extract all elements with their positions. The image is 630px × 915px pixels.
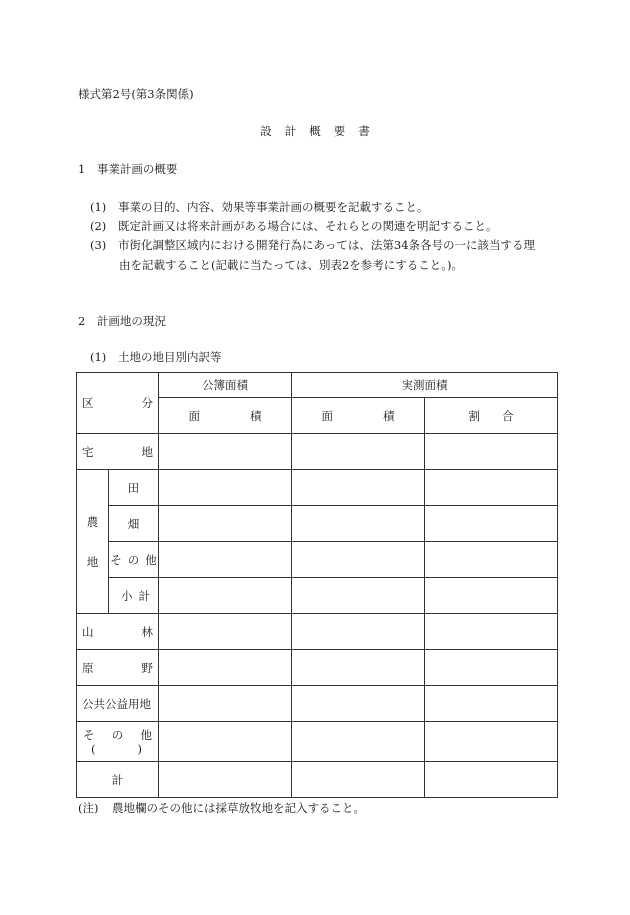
row-label-char: 山 xyxy=(82,624,94,639)
subheader-survey-area xyxy=(292,398,425,434)
row-label-char: の xyxy=(127,552,140,567)
section1-heading: 1 事業計画の概要 xyxy=(78,162,178,176)
row-label-subtotal xyxy=(109,578,159,614)
row-label-char: 他 xyxy=(140,727,152,742)
footnote xyxy=(78,800,365,816)
header-category xyxy=(77,373,159,434)
cell-survey[interactable] xyxy=(292,434,425,470)
cell-registry[interactable] xyxy=(159,762,292,798)
cell-survey[interactable] xyxy=(292,686,425,722)
cell-survey[interactable] xyxy=(292,614,425,650)
cell-registry[interactable] xyxy=(159,686,292,722)
table-row-farm-field xyxy=(77,506,558,542)
row-label-char: 原 xyxy=(82,660,94,675)
row-label-residential xyxy=(77,434,159,470)
cell-registry[interactable] xyxy=(159,614,292,650)
form-label: 様式第2号(第3条関係) xyxy=(78,87,194,101)
row-label-wildfield xyxy=(77,650,159,686)
row-label-char: 林 xyxy=(141,624,153,639)
cell-survey[interactable] xyxy=(292,506,425,542)
row-label-paddy xyxy=(109,470,159,506)
row-label-total: 計 xyxy=(77,762,159,798)
row-label-char: そ xyxy=(110,552,122,567)
document-title: 設計概要書 xyxy=(260,124,383,138)
cell-survey[interactable] xyxy=(292,762,425,798)
cell-ratio[interactable] xyxy=(425,614,558,650)
row-label-farm-other xyxy=(109,542,159,578)
subheader-char: 面 xyxy=(321,408,333,423)
row-label-char: 宅 xyxy=(82,444,94,459)
cell-ratio[interactable] xyxy=(425,506,558,542)
subheader-char: 積 xyxy=(250,408,262,423)
paren-open: ( xyxy=(91,741,96,756)
note-1-number: (1) xyxy=(90,200,107,214)
note-3-text: 市街化調整区域内における開発行為にあっては、法第34条各号の一に該当する理 xyxy=(118,238,536,252)
row-label-char: 地 xyxy=(141,444,153,459)
cell-ratio[interactable] xyxy=(425,686,558,722)
row-label-char: そ xyxy=(83,727,95,742)
cell-registry[interactable] xyxy=(159,506,292,542)
table-row-other xyxy=(77,722,558,762)
farmland-char: 農 xyxy=(86,514,99,529)
table-row-farm-paddy xyxy=(77,470,558,506)
cell-registry[interactable] xyxy=(159,650,292,686)
note-3 xyxy=(90,237,535,253)
table-row-wildfield xyxy=(77,650,558,686)
note-2 xyxy=(90,218,498,234)
farmland-char: 地 xyxy=(86,554,99,569)
cell-registry[interactable] xyxy=(159,434,292,470)
cell-ratio[interactable] xyxy=(425,470,558,506)
cell-ratio[interactable] xyxy=(425,434,558,470)
subheader-ratio xyxy=(425,398,558,434)
row-label-farmland xyxy=(77,470,109,614)
cell-ratio[interactable] xyxy=(425,762,558,798)
subheader-char: 積 xyxy=(383,408,395,423)
header-registry-area: 公簿面積 xyxy=(159,373,292,398)
paren-close: ) xyxy=(137,741,142,756)
table-row-residential xyxy=(77,434,558,470)
cell-ratio[interactable] xyxy=(425,650,558,686)
row-label-other xyxy=(77,722,159,762)
cell-survey[interactable] xyxy=(292,650,425,686)
header-category-char: 区 xyxy=(82,396,94,410)
row-label-char: 畑 xyxy=(127,516,140,531)
cell-survey[interactable] xyxy=(292,578,425,614)
table-header-row-1 xyxy=(77,373,558,398)
cell-survey[interactable] xyxy=(292,722,425,762)
note-2-text: 既定計画又は将来計画がある場合には、それらとの関連を明記すること。 xyxy=(118,219,498,233)
section2-heading: 2 計画地の現況 xyxy=(78,314,166,328)
subheader-char: 合 xyxy=(502,408,514,423)
table-row-public xyxy=(77,686,558,722)
land-use-table xyxy=(76,372,558,798)
note-1 xyxy=(90,199,429,215)
row-label-upland xyxy=(109,506,159,542)
subsection-text: 土地の地目別内訳等 xyxy=(118,350,222,364)
table-row-farm-subtotal xyxy=(77,578,558,614)
cell-survey[interactable] xyxy=(292,542,425,578)
subheader-registry-area xyxy=(159,398,292,434)
subsection-number: (1) xyxy=(90,350,107,364)
subsection-heading xyxy=(90,349,222,365)
footnote-text: 農地欄のその他には採草放牧地を記入すること。 xyxy=(112,801,365,815)
note-1-text: 事業の目的、内容、効果等事業計画の概要を記載すること。 xyxy=(118,200,429,214)
row-label-char: 田 xyxy=(127,480,140,495)
cell-registry[interactable] xyxy=(159,542,292,578)
note-3-number: (3) xyxy=(90,238,107,252)
row-label-char: 計 xyxy=(138,588,150,603)
note-2-number: (2) xyxy=(90,219,107,233)
subheader-char: 面 xyxy=(188,408,200,423)
cell-registry[interactable] xyxy=(159,722,292,762)
footnote-marker: (注) xyxy=(78,801,99,815)
cell-registry[interactable] xyxy=(159,578,292,614)
subheader-char: 割 xyxy=(468,408,480,423)
row-label-char: 他 xyxy=(145,552,157,567)
cell-survey[interactable] xyxy=(292,470,425,506)
cell-ratio[interactable] xyxy=(425,722,558,762)
table-row-total xyxy=(77,762,558,798)
cell-registry[interactable] xyxy=(159,470,292,506)
header-survey-area: 実測面積 xyxy=(292,373,558,398)
row-label-char: 野 xyxy=(141,660,153,675)
table-row-farm-other xyxy=(77,542,558,578)
row-label-char: の xyxy=(111,727,124,742)
row-label-public-land: 公共公益用地 xyxy=(77,686,159,722)
cell-ratio[interactable] xyxy=(425,578,558,614)
table-row-forest xyxy=(77,614,558,650)
cell-ratio[interactable] xyxy=(425,542,558,578)
note-3-continuation: 由を記載すること(記載に当たっては、別表2を参考にすること。)。 xyxy=(119,258,464,272)
row-label-char: 小 xyxy=(121,588,133,603)
row-label-forest xyxy=(77,614,159,650)
header-category-char: 分 xyxy=(141,396,153,410)
